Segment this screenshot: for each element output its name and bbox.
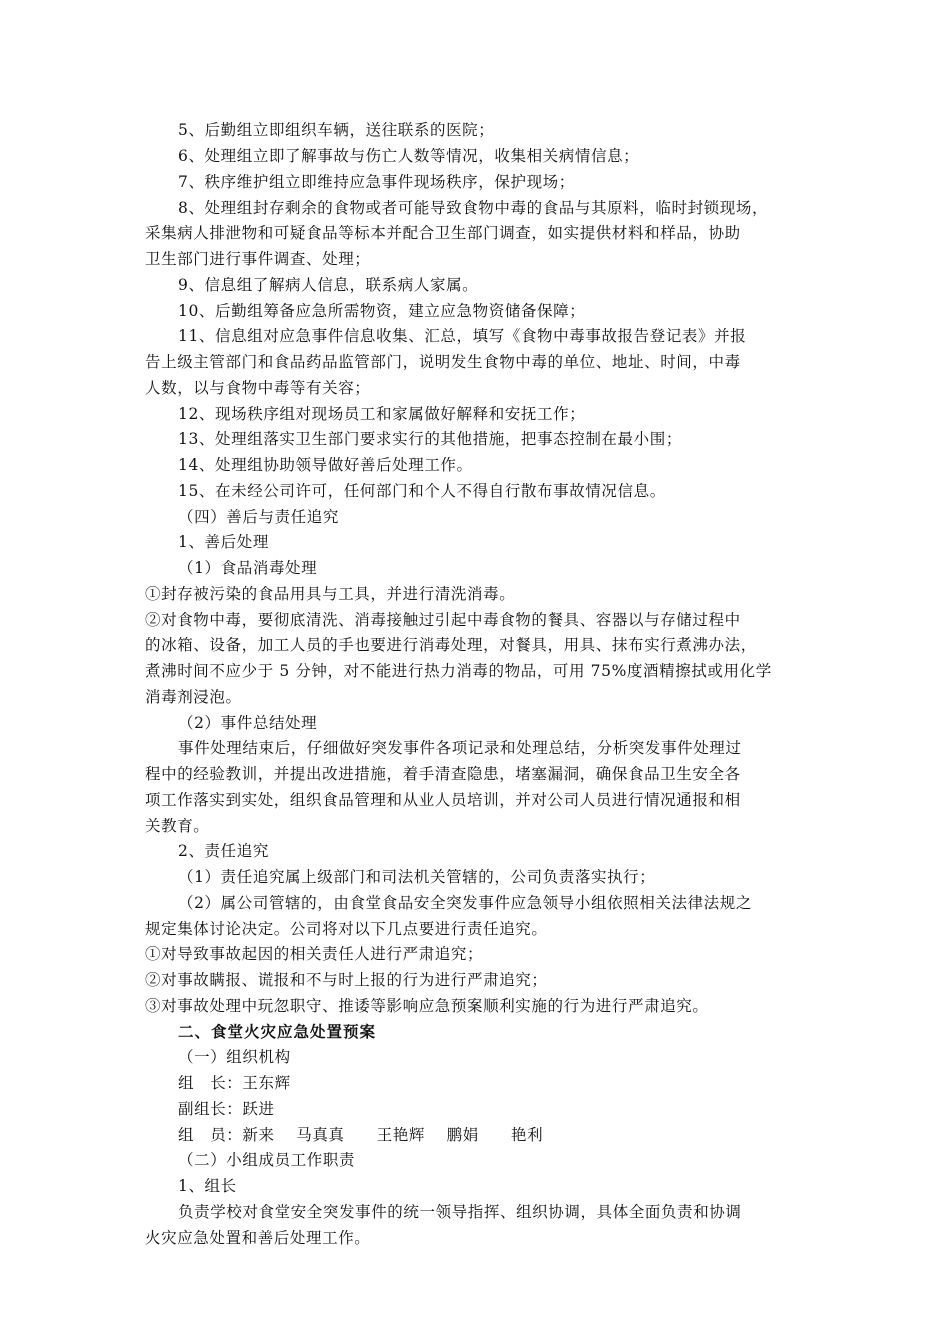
subsection-heading: （2）事件总结处理 [178,714,318,732]
text-line: 组 员：新来 马真真 王艳辉 鹏娟 艳利 [178,1126,544,1144]
text-line: 10、后勤组筹备应急所需物资，建立应急物资储备保障； [178,302,586,320]
subsection-heading: 1、组长 [178,1177,237,1195]
text-line: 14、处理组协助领导做好善后处理工作。 [178,456,473,474]
text-line: 规定集体讨论决定。公司将对以下几点要进行责任追究。 [145,920,548,938]
chapter-heading: 二、食堂火灾应急处置预案 [178,1022,377,1041]
text-line: 副组长：跃进 [178,1100,275,1118]
text-line: 项工作落实到实处，组织食品管理和从业人员培训，并对公司人员进行情况通报和相 [145,791,741,809]
text-line: （2）属公司管辖的，由食堂食品安全突发事件应急领导小组依照相关法律法规之 [178,894,752,912]
text-line: 9、信息组了解病人信息，联系病人家属。 [178,276,479,294]
text-line: （1）责任追究属上级部门和司法机关管辖的，公司负责落实执行； [178,868,656,886]
text-line: 火灾应急处置和善后处理工作。 [145,1229,371,1247]
subsection-heading: （1）食品消毒处理 [178,559,318,577]
text-line: 7、秩序维护组立即维持应急事件现场秩序，保护现场； [178,173,575,191]
text-line: 采集病人排泄物和可疑食品等标本并配合卫生部门调查，如实提供材料和样品，协助 [145,224,741,242]
text-line: ①对导致事故起因的相关责任人进行严肃追究； [145,945,484,963]
text-line: 关教育。 [145,817,210,835]
subsection-heading: 2、责任追究 [178,842,269,860]
text-line: 负责学校对食堂安全突发事件的统一领导指挥、组织协调，具体全面负责和协调 [178,1203,742,1221]
subsection-heading: 1、善后处理 [178,533,269,551]
section-heading: （四）善后与责任追究 [178,508,340,526]
text-line: 13、处理组落实卫生部门要求实行的其他措施，把事态控制在最小围； [178,430,682,448]
text-line: 人数，以与食物中毒等有关容； [145,379,371,397]
text-line: 11、信息组对应急事件信息收集、汇总，填写《食物中毒事故报告登记表》并报 [178,327,747,345]
text-line: 煮沸时间不应少于 5 分钟，对不能进行热力消毒的物品，可用 75%度酒精擦拭或用化学 [145,662,772,680]
text-line: 程中的经验教训，并提出改进措施，着手清查隐患，堵塞漏洞，确保食品卫生安全各 [145,765,741,783]
text-line: 6、处理组立即了解事故与伤亡人数等情况，收集相关病情信息； [178,147,640,165]
section-heading: （一）组织机构 [178,1048,291,1066]
text-line: ①封存被污染的食品用具与工具，并进行清洗消毒。 [145,585,516,603]
text-line: 12、现场秩序组对现场员工和家属做好解释和安抚工作； [178,405,586,423]
text-line: 卫生部门进行事件调查、处理； [145,250,371,268]
text-line: 的冰箱、设备，加工人员的手也要进行消毒处理，对餐具，用具、抹布实行煮沸办法， [145,636,757,654]
text-line: ②对食物中毒，要彻底清洗、消毒接触过引起中毒食物的餐具、容器以与存储过程中 [145,611,741,629]
text-line: 组 长：王东辉 [178,1074,291,1092]
text-line: ②对事故瞒报、谎报和不与时上报的行为进行严肃追究； [145,971,548,989]
text-line: 5、后勤组立即组织车辆，送往联系的医院； [178,121,495,139]
section-heading: （二）小组成员工作职责 [178,1151,356,1169]
text-line: 消毒剂浸泡。 [145,688,242,706]
text-line: 8、处理组封存剩余的食物或者可能导致食物中毒的食品与其原料，临时封锁现场， [178,199,769,217]
text-line: 事件处理结束后，仔细做好突发事件各项记录和处理总结，分析突发事件处理过 [178,739,742,757]
text-line: 15、在未经公司许可，任何部门和个人不得自行散布事故情况信息。 [178,482,666,500]
text-line: 告上级主管部门和食品药品监管部门，说明发生食物中毒的单位、地址、时间，中毒 [145,353,741,371]
text-line: ③对事故处理中玩忽职守、推诿等影响应急预案顺利实施的行为进行严肃追究。 [145,997,709,1015]
